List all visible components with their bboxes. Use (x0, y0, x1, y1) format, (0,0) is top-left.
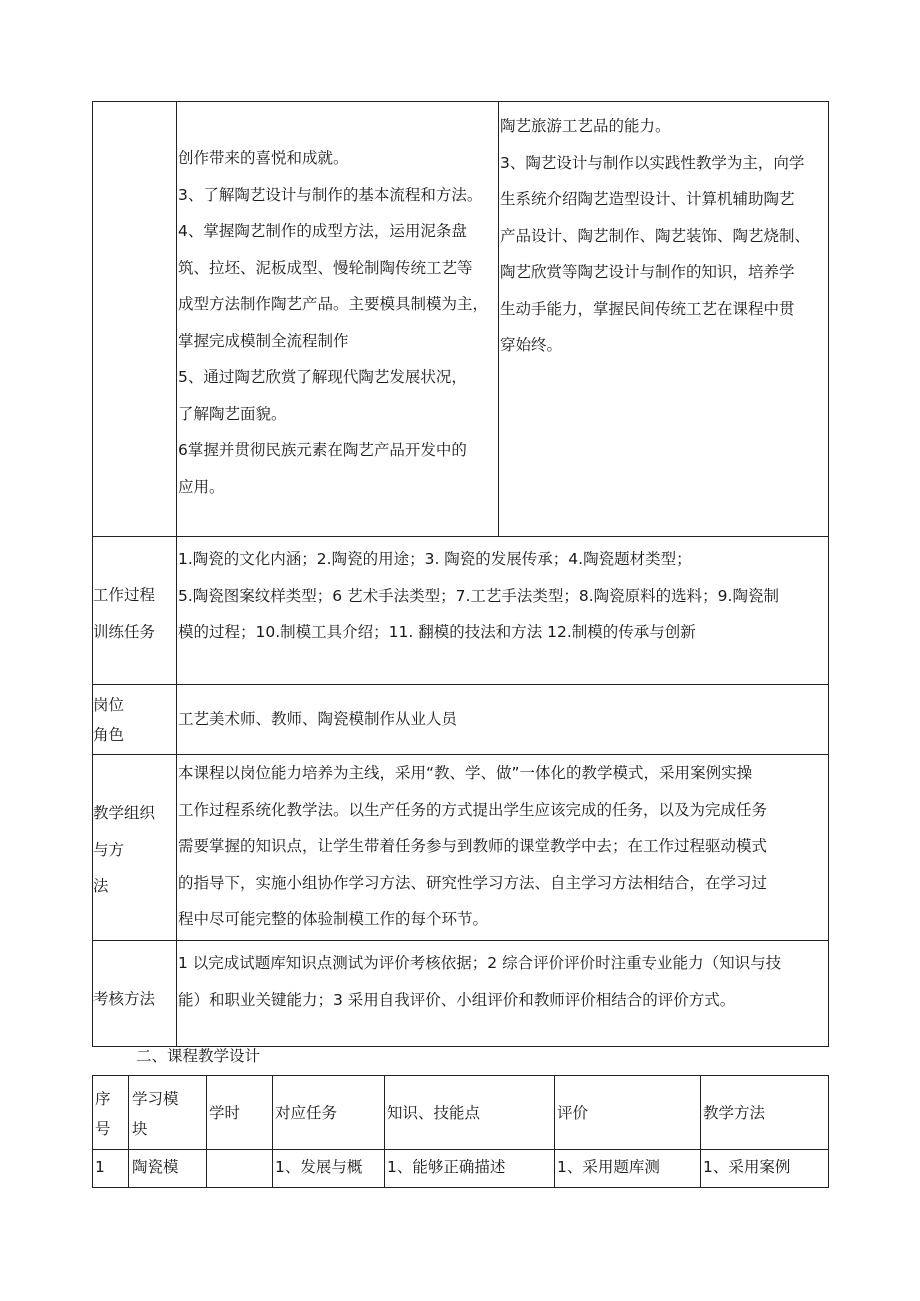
method-line: 工作过程系统化教学法。以生产任务的方式提出学生应该完成的任务，以及为完成任务 (178, 800, 768, 819)
objective-line: 6掌握并贯彻民族元素在陶艺产品开发中的 (178, 441, 467, 459)
objective-line: 了解陶艺面貌。 (178, 404, 287, 423)
row-task-text: 1、发展与概 (275, 1158, 363, 1176)
content-line: 生系统介绍陶艺造型设计、计算机辅助陶艺 (500, 190, 795, 208)
content-line: 穿始终。 (500, 336, 563, 354)
objectives-content-cell (499, 102, 829, 537)
course-design-table (92, 1075, 829, 1188)
header-no (93, 1076, 129, 1150)
design-row (93, 1150, 829, 1188)
header-knowledge (385, 1076, 555, 1150)
content-line: 3、陶艺设计与制作以实践性教学为主，向学 (500, 153, 805, 172)
task-line: 模的过程；10.制模工具介绍；11. 翻模的技法和方法 12.制模的传承与创新 (178, 623, 696, 641)
roles-content-cell (177, 685, 829, 755)
tasks-label: 训练任务 (93, 622, 156, 641)
row-evaluation (555, 1150, 701, 1188)
roles-text: 工艺美术师、教师、陶瓷模制作从业人员 (178, 710, 458, 728)
method-line: 需要掌握的知识点，让学生带着任务参与到教师的课堂教学中去；在工作过程驱动模式 (178, 837, 768, 855)
row-method (701, 1150, 829, 1188)
method-line: 的指导下，实施小组协作学习方法、研究性学习方法、自主学习方法相结合，在学习过 (178, 873, 768, 892)
objective-line: 筑、拉坯、泥板成型、慢轮制陶传统工艺等 (178, 258, 473, 277)
header-method (701, 1076, 829, 1150)
objective-line: 掌握完成模制全流程制作 (178, 331, 349, 350)
roles-label: 岗位 (93, 696, 125, 714)
assessment-label-cell (93, 941, 177, 1047)
row-no (93, 1150, 129, 1188)
objective-line: 应用。 (178, 477, 225, 496)
section-heading: 二、课程教学设计 (136, 1047, 261, 1065)
header-no-line: 序 (95, 1090, 111, 1108)
tasks-row (93, 537, 829, 685)
task-line: 5.陶瓷图案纹样类型；6 艺术手法类型；7.工艺手法类型；8.陶瓷原料的选料；9.陶瓷制 (178, 586, 779, 605)
methods-label-cell (93, 755, 177, 941)
assessment-line: 1 以完成试题库知识点测试为评价考核依据；2 综合评价评价时注重专业能力（知识与技 (178, 954, 782, 972)
objectives-row (93, 102, 829, 537)
methods-content-cell (177, 755, 829, 941)
header-module-line: 块 (132, 1120, 148, 1138)
assessment-content-cell (177, 941, 829, 1047)
header-knowledge-text: 知识、技能点 (387, 1104, 481, 1122)
objective-line: 4、掌握陶艺制作的成型方法，运用泥条盘 (178, 222, 467, 240)
tasks-label-cell (93, 537, 177, 685)
header-method-text: 教学方法 (703, 1104, 766, 1122)
methods-label: 法 (93, 877, 109, 895)
content-line: 产品设计、陶艺制作、陶艺装饰、陶艺烧制、 (500, 226, 811, 245)
header-task-text: 对应任务 (275, 1104, 338, 1122)
row-evaluation-text: 1、采用题库测 (557, 1158, 660, 1176)
course-outline-table (92, 101, 829, 1047)
roles-row (93, 685, 829, 755)
row-hours (207, 1150, 273, 1188)
objective-line: 3、了解陶艺设计与制作的基本流程和方法。 (178, 185, 483, 204)
task-line: 1.陶瓷的文化内涵；2.陶瓷的用途；3. 陶瓷的发展传承；4.陶瓷题材类型； (178, 550, 692, 568)
tasks-label: 工作过程 (93, 586, 156, 604)
header-module-line: 学习模 (132, 1090, 179, 1108)
header-hours-text: 学时 (209, 1104, 241, 1122)
header-evaluation (555, 1076, 701, 1150)
row-method-text: 1、采用案例 (703, 1158, 791, 1176)
assessment-line: 能）和职业关键能力；3 采用自我评价、小组评价和教师评价相结合的评价方式。 (178, 990, 736, 1009)
tasks-content-cell (177, 537, 829, 685)
header-module (129, 1076, 207, 1150)
assessment-row (93, 941, 829, 1047)
design-header-row (93, 1076, 829, 1150)
row-task (273, 1150, 385, 1188)
objective-line: 5、通过陶艺欣赏了解现代陶艺发展状况， (178, 368, 467, 386)
header-evaluation-text: 评价 (557, 1104, 589, 1122)
content-line: 陶艺旅游工艺品的能力。 (500, 117, 671, 135)
row-no-text: 1 (95, 1158, 105, 1176)
row-knowledge-text: 1、能够正确描述 (387, 1158, 506, 1176)
method-line: 本课程以岗位能力培养为主线，采用“教、学、做”一体化的教学模式，采用案例实操 (178, 764, 753, 782)
row-module (129, 1150, 207, 1188)
methods-label: 与方 (93, 840, 125, 859)
objectives-label-cell (93, 102, 177, 537)
method-line: 程中尽可能完整的体验制模工作的每个环节。 (178, 910, 489, 928)
content-line: 生动手能力，掌握民间传统工艺在课程中贯 (500, 299, 795, 318)
roles-label-cell (93, 685, 177, 755)
header-no-line: 号 (95, 1120, 111, 1138)
objective-line: 创作带来的喜悦和成就。 (178, 149, 349, 167)
header-task (273, 1076, 385, 1150)
content-line: 陶艺欣赏等陶艺设计与制作的知识，培养学 (500, 263, 795, 281)
methods-row (93, 755, 829, 941)
row-knowledge (385, 1150, 555, 1188)
objectives-ability-cell (177, 102, 499, 537)
row-module-text: 陶瓷模 (132, 1158, 179, 1176)
assessment-label: 考核方法 (93, 990, 156, 1008)
header-hours (207, 1076, 273, 1150)
roles-label: 角色 (93, 726, 125, 744)
methods-label: 教学组织 (93, 804, 156, 822)
objective-line: 成型方法制作陶艺产品。主要模具制模为主， (178, 295, 489, 313)
